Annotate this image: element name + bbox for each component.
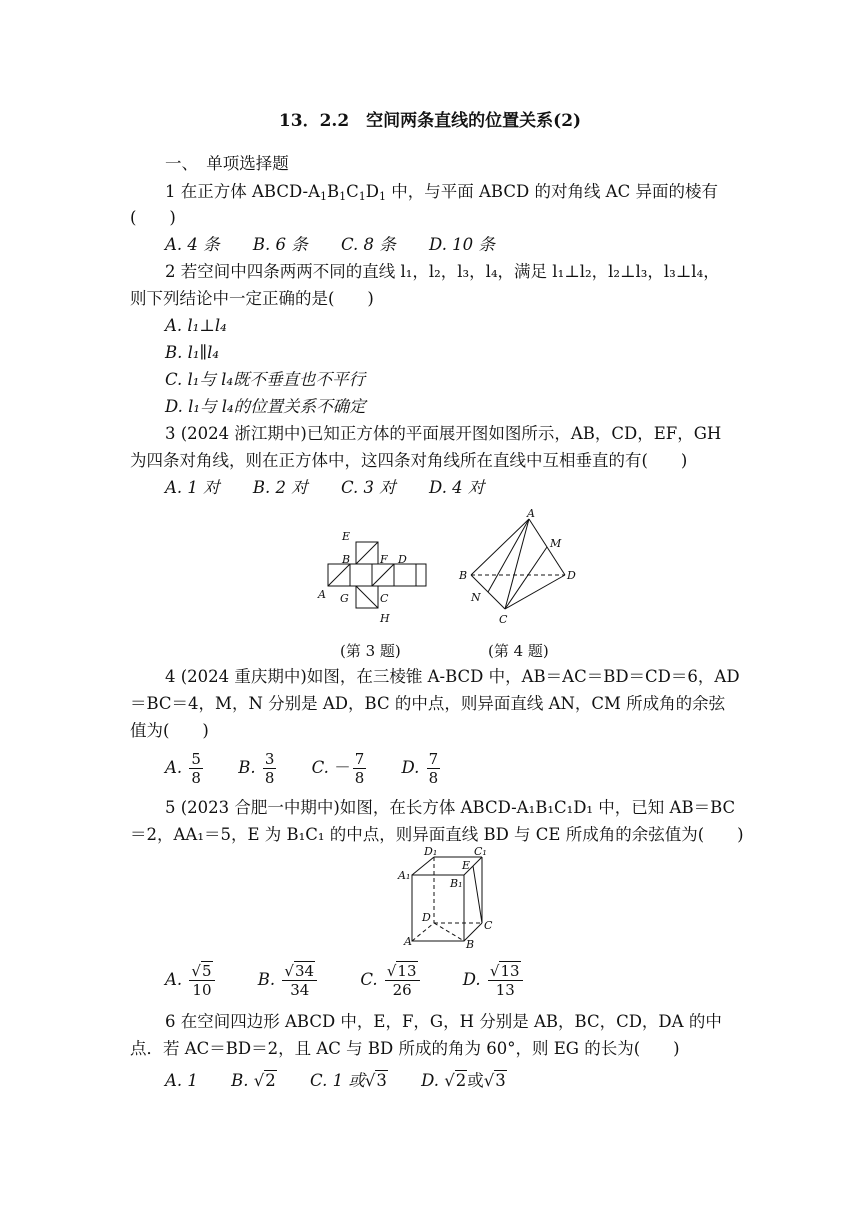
edge-ad-hidden [412, 923, 434, 941]
label-a: A [318, 588, 326, 601]
q6-option-d: D. √2或√3 [421, 1071, 506, 1090]
q6-line1: 6 在空间四边形 ABCD 中，E，F，G，H 分别是 AB，BC，CD，DA 的中 [165, 1012, 722, 1031]
q3-line1: 3 (2024 浙江期中)已知正方体的平面展开图如图所示，AB，CD，EF，GH [165, 424, 722, 443]
label-c: C [484, 919, 493, 932]
figure-3-caption: (第 3 题) [340, 642, 401, 660]
q6-options [165, 1070, 507, 1092]
label-b1: B₁ [450, 877, 463, 890]
q5-option-b: B. $\frac{√34}{34}$ [258, 970, 319, 989]
diagonal-ab [328, 564, 350, 586]
q1-option-c: C. 8 条 [341, 235, 396, 254]
label-g: G [340, 592, 349, 605]
q2-line1: 2 若空间中四条两两不同的直线 l₁，l₂，l₃，l₄，满足 l₁⊥l₂，l₂⊥l₃，l₃⊥l₄， [165, 262, 720, 281]
q4-line2: ＝BC＝4，M，N 分别是 AD，BC 的中点，则异面直线 AN，CM 所成角的余弦 [130, 694, 726, 713]
diagonal-ef [356, 542, 378, 564]
edge-a1d1 [412, 857, 434, 875]
q4-option-d: D. $\frac{7}{8}$ [401, 750, 439, 787]
q3-option-a: A. 1 对 [165, 478, 220, 497]
label-b: B [459, 569, 468, 582]
label-a: A [527, 507, 535, 520]
q1-option-b: B. 6 条 [252, 235, 308, 254]
figure-4-pyramid [455, 505, 585, 630]
figure-5-cuboid [396, 845, 500, 953]
label-d: D [567, 569, 576, 582]
diagonal-gh [356, 586, 378, 608]
q5-option-a: A. $\frac{√5}{10}$ [165, 970, 217, 989]
label-d: D [422, 911, 431, 924]
label-a1: A₁ [398, 869, 411, 882]
label-f: F [380, 553, 388, 566]
q2-option-b: B. l₁∥l₄ [165, 343, 220, 362]
q6-option-b: B. √2 [231, 1071, 276, 1090]
label-b: B [466, 938, 475, 951]
label-e: E [342, 530, 351, 543]
q5-option-c: C. $\frac{√13}{26}$ [360, 970, 421, 989]
q1-option-a: A. 4 条 [165, 235, 220, 254]
q4-line1: 4 (2024 重庆期中)如图，在三棱锥 A-BCD 中，AB＝AC＝BD＝CD＝6，AD [165, 667, 740, 686]
page-title: 13．2.2 空间两条直线的位置关系(2) [278, 111, 582, 131]
q1-paren: ( ) [130, 208, 176, 227]
label-n: N [471, 591, 481, 604]
segment-cm [505, 547, 547, 609]
q3-option-d: D. 4 对 [429, 478, 485, 497]
q6-option-c: C. 1 或√3 [310, 1071, 387, 1090]
q3-line2: 为四条对角线，则在正方体中，这四条对角线所在直线中互相垂直的有( ) [130, 451, 688, 470]
q3-option-c: C. 3 对 [341, 478, 396, 497]
label-d: D [398, 553, 407, 566]
diagonal-cd [372, 564, 394, 586]
label-c: C [380, 592, 389, 605]
q2-option-c: C. l₁与 l₄既不垂直也不平行 [165, 370, 366, 389]
q4-option-b: B. $\frac{3}{8}$ [238, 750, 275, 787]
label-a: A [404, 935, 412, 948]
q3-option-b: B. 2 对 [252, 478, 308, 497]
label-c: C [499, 613, 508, 626]
q5-line2: ＝2，AA₁＝5，E 为 B₁C₁ 的中点，则异面直线 BD 与 CE 所成角的余弦值为( ) [130, 825, 744, 844]
figure-3-cube-net [312, 530, 437, 630]
q4-options [165, 750, 442, 787]
label-e: E [462, 859, 471, 872]
q1-stem-b: 中，与平面 ABCD 的对角线 AC 异面的棱有 [391, 182, 718, 201]
q6-line2: 点．若 AC＝BD＝2，且 AC 与 BD 所成的角为 60°，则 EG 的长为( ) [130, 1039, 680, 1058]
q2-option-d: D. l₁与 l₄的位置关系不确定 [165, 397, 366, 416]
segment-bd-hidden [434, 923, 464, 941]
net-square-edge [416, 564, 426, 586]
edge-ab [471, 519, 529, 575]
figure-4-caption: (第 4 题) [488, 642, 549, 660]
edge-cd [505, 575, 565, 609]
label-h: H [380, 612, 390, 625]
q5-options [165, 960, 525, 1000]
q1-stem-a: 1 在正方体 ABCD-A [165, 182, 320, 201]
q2-line2: 则下列结论中一定正确的是( ) [130, 289, 374, 308]
label-d1: D₁ [424, 845, 438, 858]
q1-options [165, 234, 495, 256]
segment-ce [473, 866, 482, 923]
section-heading: 一、 单项选择题 [165, 154, 289, 173]
q4-option-c: C. － $\frac{7}{8}$ [311, 750, 365, 787]
q5-line1: 5 (2023 合肥一中期中)如图，在长方体 ABCD-A₁B₁C₁D₁ 中，已知 AB＝BC [165, 798, 736, 817]
q5-option-d: D. $\frac{√13}{13}$ [463, 970, 525, 989]
q4-line3: 值为( ) [130, 721, 209, 740]
q4-option-a: A. $\frac{5}{8}$ [165, 750, 201, 787]
q2-option-a: A. l₁⊥l₄ [165, 316, 227, 335]
q1-option-d: D. 10 条 [429, 235, 495, 254]
label-c1: C₁ [474, 845, 487, 858]
segment-an [488, 519, 529, 592]
q1-stem: 1 在正方体 ABCD-$A_1B_1C_1D_1$ 中，与平面 ABCD 的对角线 AC 异面的棱有 [165, 182, 718, 203]
q6-option-a: A. 1 [165, 1071, 198, 1090]
edge-ac [505, 519, 529, 609]
label-m: M [550, 537, 562, 550]
label-b: B [342, 553, 351, 566]
net-square-2 [350, 564, 372, 586]
q3-options [165, 477, 484, 499]
net-square-4 [394, 564, 416, 586]
